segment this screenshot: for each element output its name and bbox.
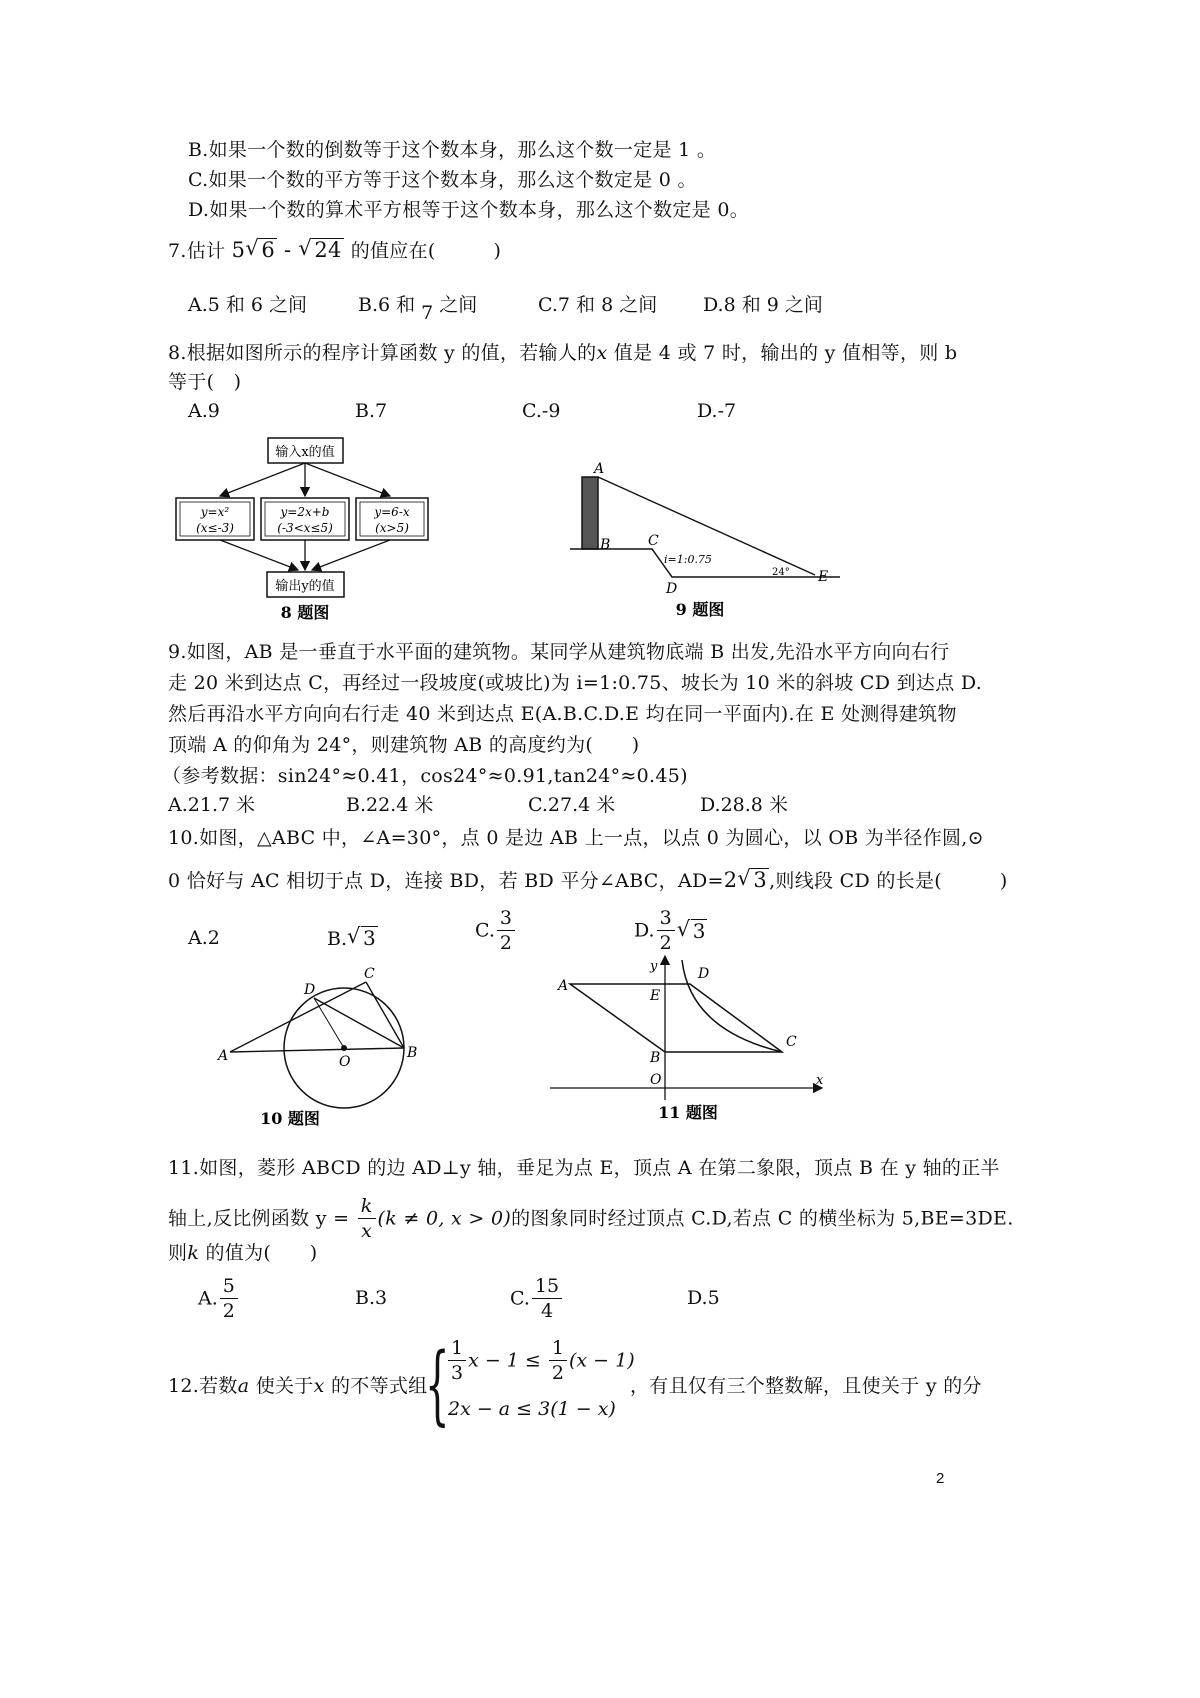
q11-option-a-num: 5	[220, 1274, 238, 1299]
q9-option-c: C.27.4 米	[528, 794, 616, 816]
label-c: C	[648, 533, 659, 549]
flow-output-text: 输出y的值	[275, 579, 335, 594]
label-c: C	[786, 1034, 797, 1050]
rhombus-figure-11	[550, 950, 850, 1130]
flow-box3-cond: (x>5)	[375, 521, 409, 535]
q9-option-d: D.28.8 米	[700, 794, 788, 816]
q7-minus: -	[277, 238, 299, 262]
q11-option-c-label: C.	[510, 1287, 530, 1310]
q11-frac-num: k	[358, 1194, 376, 1219]
q7-prefix: 7.估计	[168, 240, 226, 262]
q12-ineq1-den: 3	[451, 1362, 464, 1384]
q7-option-a: A.5 和 6 之间	[188, 294, 308, 316]
figure-10-caption: 10 题图	[260, 1109, 320, 1128]
q9-reference-data: （参考数据：sin24°≈0.41，cos24°≈0.91,tan24°≈0.45)	[162, 765, 688, 787]
q12-var-a: a	[237, 1375, 250, 1397]
q10-option-d-label: D.	[634, 919, 655, 942]
q12-ineq1-right: (x − 1)	[569, 1349, 635, 1372]
q7-option-b-pre: B.6 和	[358, 294, 422, 316]
q12-inequality-1	[446, 1336, 635, 1385]
q8-option-c: C.-9	[522, 400, 561, 422]
q10-option-c-num: 3	[497, 906, 515, 931]
flow-box2-cond: (-3<x≤5)	[277, 521, 333, 535]
segment-od	[314, 998, 344, 1048]
q12-stem-left	[168, 1374, 427, 1398]
q7-radicand-6: 6	[261, 238, 276, 262]
label-d: D	[698, 966, 710, 982]
flow-merge-right	[312, 540, 390, 570]
q12-ineq1-rnum: 1	[549, 1336, 567, 1361]
q7-suffix: 的值应在( )	[350, 240, 502, 262]
flow-merge-left	[220, 540, 298, 570]
flow-arrow-right	[305, 463, 390, 496]
q7-option-b	[358, 293, 478, 324]
q11-option-c-num: 15	[532, 1274, 562, 1299]
q11-option-a-den: 2	[222, 1300, 235, 1322]
figure-11-caption: 11 题图	[658, 1103, 718, 1122]
label-o: O	[650, 1072, 662, 1088]
segment-bd	[314, 998, 404, 1048]
q8-var-x: x	[596, 342, 608, 364]
slope-figure-9	[560, 455, 860, 625]
figure-8-caption: 8 题图	[280, 603, 330, 622]
q6-option-b: B.如果一个数的倒数等于这个数本身，那么这个数一定是 1 。	[188, 139, 717, 161]
figure-9-caption: 9 题图	[675, 600, 725, 619]
page-number: 2	[936, 1470, 945, 1487]
q11-text-b: 的图象同时经过顶点 C.D,若点 C 的横坐标为 5,BE=3DE.	[511, 1207, 1014, 1230]
label-b: B	[600, 537, 611, 553]
q10-text-a: 0 恰好与 AC 相切于点 D，连接 BD，若 BD 平分∠ABC，AD=	[168, 870, 724, 892]
q7-expression	[232, 238, 351, 262]
label-o: O	[339, 1054, 351, 1070]
label-b: B	[650, 1050, 661, 1066]
segment-ac	[230, 982, 366, 1052]
flow-box3-formula: y=6-x	[374, 505, 410, 519]
q10-ad-radicand: 3	[753, 868, 768, 892]
q7-coef: 5	[231, 238, 246, 262]
q8-option-b: B.7	[355, 400, 388, 422]
q7-option-c: C.7 和 8 之间	[538, 294, 658, 316]
q10-option-b-label: B.	[327, 928, 348, 950]
label-c: C	[364, 966, 375, 982]
q10-text-b: ,则线段 CD 的长是( )	[769, 870, 1008, 892]
q9-option-b: B.22.4 米	[346, 794, 434, 816]
q7-radicand-24: 24	[314, 238, 342, 262]
q12-ineq1-left: x − 1 ≤	[468, 1349, 547, 1372]
q6-option-d: D.如果一个数的算术平方根等于这个数本身，那么这个数定是 0。	[188, 199, 750, 221]
label-a: A	[558, 978, 569, 994]
q9-line1: 9.如图，AB 是一垂直于水平面的建筑物。某同学从建筑物底端 B 出发,先沿水平方向向右行	[168, 641, 950, 663]
q10-option-d-num: 3	[657, 906, 675, 931]
q10-option-d	[634, 906, 707, 955]
q11-line1: 11.如图，菱形 ABCD 的边 AD⊥y 轴，垂足为点 E，顶点 A 在第二象限，顶点 B 在 y 轴的正半	[168, 1157, 1000, 1179]
q8-option-a: A.9	[188, 400, 220, 422]
q12-inequality-2: 2x − a ≤ 3(1 − x)	[448, 1398, 616, 1420]
q11-condition: (k ≠ 0, x > 0)	[377, 1207, 512, 1230]
q12-ineq1-rden: 2	[551, 1362, 564, 1384]
label-a: A	[218, 1048, 229, 1064]
q12-text-c: 的不等式组	[324, 1375, 428, 1397]
q10-option-d-den: 2	[659, 932, 672, 954]
q10-option-b	[327, 926, 378, 951]
label-y: y	[650, 959, 658, 974]
q7-option-b-post: 之间	[433, 294, 478, 316]
q9-line4: 顶端 A 的仰角为 24°，则建筑物 AB 的高度约为( )	[168, 734, 640, 756]
angle-label: 24°	[772, 567, 790, 578]
q10-option-d-radicand: 3	[692, 918, 706, 943]
q10-option-a: A.2	[188, 927, 220, 949]
q11-option-c-den: 4	[540, 1300, 554, 1322]
flow-arrow-left	[220, 463, 305, 496]
q12-ineq1-num: 1	[448, 1336, 466, 1361]
q11-option-d: D.5	[687, 1287, 720, 1309]
segment-ab	[230, 1048, 404, 1052]
q10-option-c-den: 2	[499, 932, 512, 954]
q8-text-b: 值是 4 或 7 时，输出的 y 值相等，则 b	[607, 342, 958, 364]
q11-frac-den: x	[361, 1220, 373, 1242]
q12-stem-right: ，有且仅有三个整数解，且使关于 y 的分	[630, 1375, 982, 1397]
q11-line3	[168, 1241, 317, 1265]
q12-text-a: 12.若数	[168, 1375, 238, 1397]
flow-box1-formula: y=x²	[200, 505, 230, 519]
q7-option-d: D.8 和 9 之间	[703, 294, 823, 316]
label-x: x	[816, 1073, 824, 1088]
slope-label: i=1:0.75	[664, 553, 712, 566]
flowchart-figure-8	[170, 430, 440, 625]
q11-option-b: B.3	[355, 1287, 388, 1309]
q12-text-b: 使关于	[249, 1375, 314, 1397]
q10-ad-coef: 2	[723, 868, 738, 892]
q11-var-k: k	[187, 1242, 200, 1264]
q12-system-brace: {	[425, 1335, 450, 1435]
q10-option-c	[475, 906, 517, 955]
center-o-dot	[341, 1045, 347, 1051]
q11-option-a-label: A.	[198, 1287, 218, 1310]
label-d: D	[304, 982, 316, 998]
flow-box1-cond: (x≤-3)	[196, 521, 234, 535]
q10-line2	[168, 868, 1008, 893]
q8-text-a: 8.根据如图所示的程序计算函数 y 的值，若输人的	[168, 342, 597, 364]
label-e: E	[650, 988, 661, 1004]
q11-text-a: 轴上,反比例函数 y =	[168, 1207, 356, 1230]
q10-option-c-label: C.	[475, 919, 495, 942]
q8-stem-line1	[168, 341, 957, 365]
q6-option-c: C.如果一个数的平方等于这个数本身，那么这个数定是 0 。	[188, 169, 697, 191]
flow-input-text: 输入x的值	[275, 445, 335, 460]
q10-option-b-radicand: 3	[363, 926, 376, 950]
q11-option-c	[510, 1274, 564, 1323]
label-b: B	[407, 1045, 418, 1061]
q11-text-d: 的值为( )	[199, 1242, 318, 1264]
q9-line3: 然后再沿水平方向向右行走 40 米到达点 E(A.B.C.D.E 均在同一平面内).在 E 处测得建筑物	[168, 703, 957, 725]
hyperbola-curve	[682, 960, 782, 1052]
building-ab	[582, 477, 598, 549]
q9-line2: 走 20 米到达点 C，再经过一段坡度(或坡比)为 i=1:0.75、坡长为 10 米的斜坡 CD 到达点 D.	[168, 672, 983, 694]
q10-line1: 10.如图，△ABC 中，∠A=30°，点 0 是边 AB 上一点，以点 0 为圆心，以 OB 为半径作圆,⊙	[168, 827, 984, 849]
q8-stem-line2: 等于( )	[168, 371, 242, 393]
q8-option-d: D.-7	[697, 400, 737, 422]
q11-text-c: 则	[168, 1242, 188, 1264]
label-e: E	[818, 569, 829, 585]
circle-figure-10	[210, 960, 440, 1135]
q7-option-b-num: 7	[421, 302, 434, 324]
flow-box2-formula: y=2x+b	[280, 505, 330, 519]
q12-var-x: x	[313, 1375, 325, 1397]
q7-stem	[168, 238, 501, 263]
q9-option-a: A.21.7 米	[168, 794, 256, 816]
label-a: A	[594, 461, 605, 477]
label-d: D	[666, 581, 678, 597]
q11-line2	[168, 1194, 1014, 1243]
q11-option-a	[198, 1274, 240, 1323]
